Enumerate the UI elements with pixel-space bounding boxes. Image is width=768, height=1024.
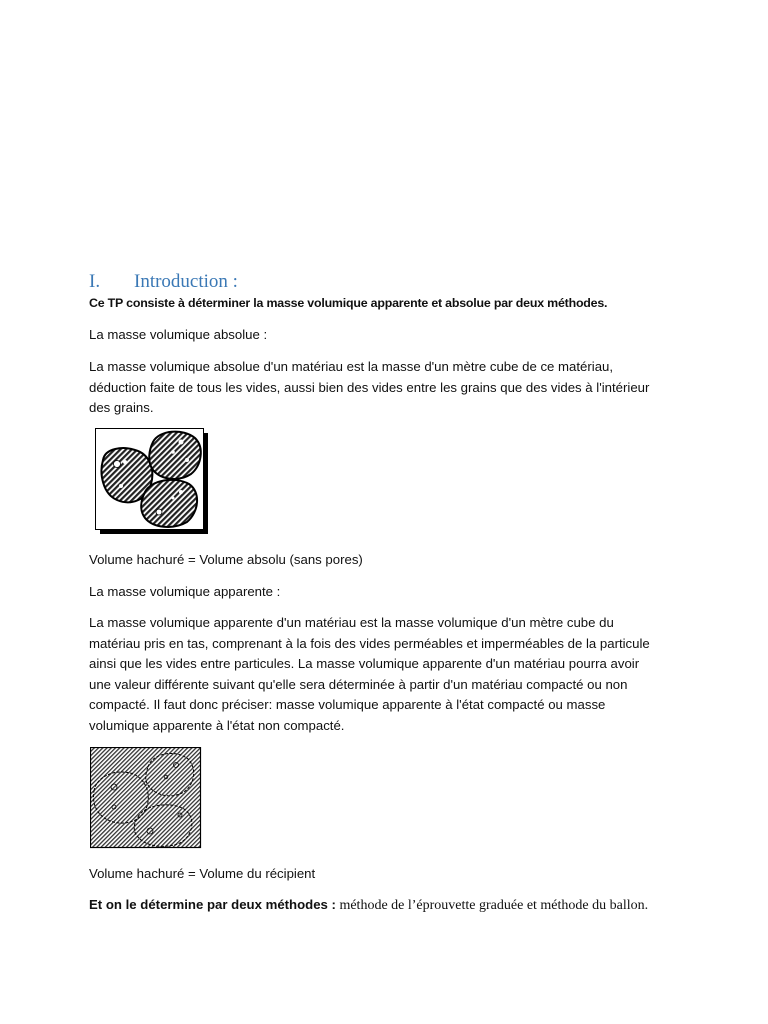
- absolute-density-paragraph: [89, 357, 689, 419]
- absolute-volume-figure: [95, 428, 208, 534]
- paragraph-line: une valeur différente suivant qu'elle sera déterminée à partir d'un matériau compacté ou non: [89, 676, 628, 692]
- intro-paragraph: Ce TP consiste à déterminer la masse volumique apparente et absolue par deux méthodes.: [89, 296, 608, 310]
- pore: [171, 450, 175, 454]
- pore: [114, 461, 121, 468]
- pore: [156, 509, 162, 515]
- apparent-figure-caption: Volume hachuré = Volume du récipient: [89, 866, 316, 881]
- apparent-density-paragraph: [89, 613, 689, 736]
- pore: [179, 490, 183, 494]
- paragraph-line: déduction faite de tous les vides, aussi bien des vides entre les grains que des vides à l'intérieur: [89, 379, 650, 395]
- apparent-density-heading: La masse volumique apparente :: [89, 584, 281, 599]
- pore: [172, 497, 175, 500]
- grain-shape: [141, 480, 197, 527]
- paragraph-line: La masse volumique absolue d'un matériau est la masse d'un mètre cube de ce matériau,: [89, 359, 614, 374]
- container-frame: [91, 748, 201, 848]
- pore: [179, 440, 184, 445]
- methods-lead: Et on le détermine par deux méthodes :: [89, 897, 336, 912]
- paragraph-line: volumique apparente à l'état non compacté.: [89, 717, 345, 733]
- pore: [123, 460, 127, 464]
- section-title: Introduction :: [134, 271, 238, 292]
- grain-shape: [149, 432, 201, 479]
- paragraph-line: ainsi que les vides entre particules. La masse volumique apparente d'un matériau pourra avoir: [89, 656, 640, 671]
- paragraph-line: des grains.: [89, 400, 154, 415]
- absolute-density-heading: La masse volumique absolue :: [89, 327, 268, 342]
- paragraph-line: matériau pris en tas, comprenant à la fois des vides perméables et imperméables de la particule: [89, 635, 650, 651]
- pore: [119, 484, 123, 488]
- section-heading: [89, 271, 238, 293]
- absolute-figure-caption: Volume hachuré = Volume absolu (sans pores): [89, 552, 363, 567]
- paragraph-line: La masse volumique apparente d'un matériau est la masse volumique d'un mètre cube du: [89, 615, 614, 630]
- methods-tail: méthode de l’éprouvette graduée et méthode du ballon.: [335, 898, 649, 913]
- apparent-volume-figure: [90, 747, 202, 849]
- methods-paragraph: [89, 895, 689, 917]
- paragraph-line: compacté. Il faut donc préciser: masse volumique apparente à l'état compacté ou masse: [89, 697, 606, 712]
- section-number: I.: [89, 271, 101, 292]
- pore: [185, 458, 189, 462]
